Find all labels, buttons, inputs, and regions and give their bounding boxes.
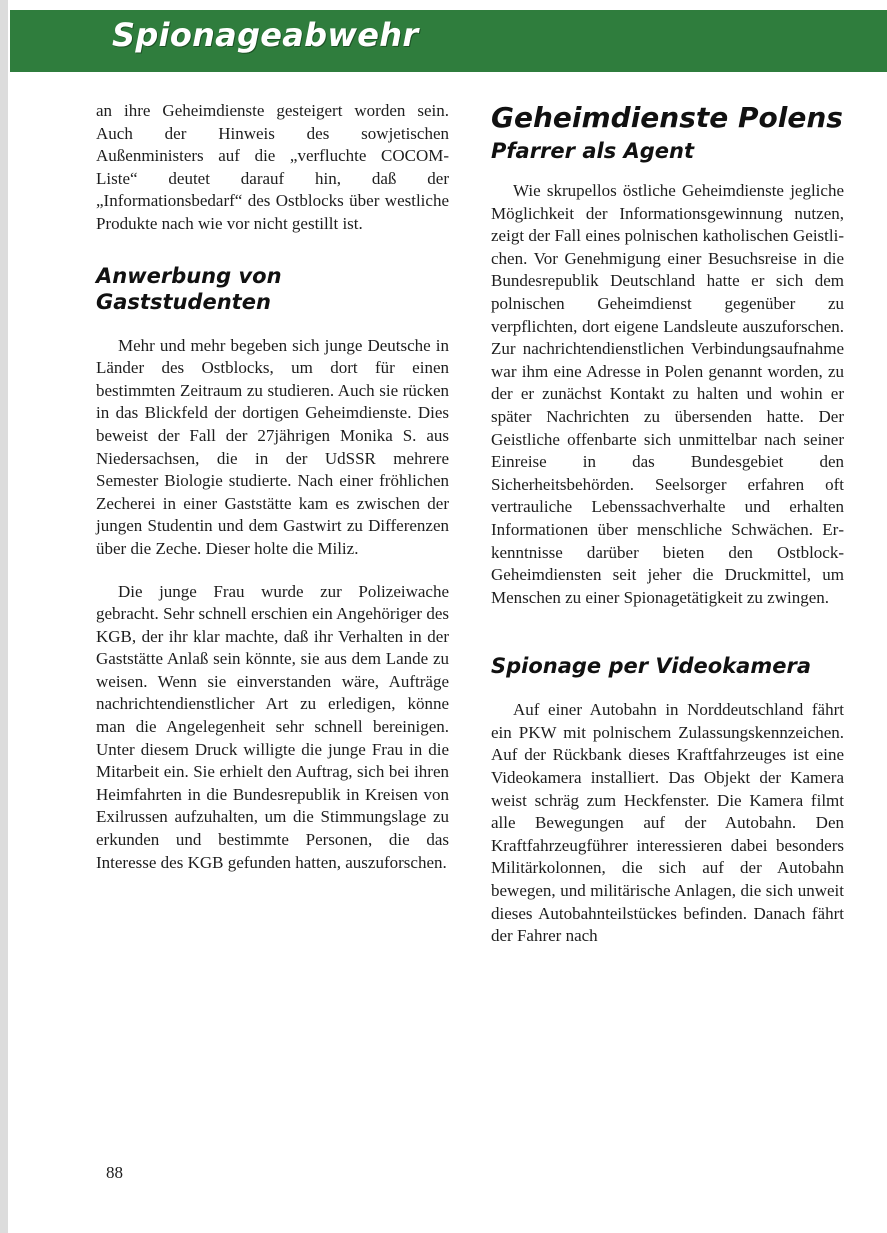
body-paragraph: Die junge Frau wurde zur Polizeiwache gebracht. Sehr schnell erschien ein Angehöriger des KGB, der ihr klar machte, daß ihr Verhalten in der Gaststätte Anlaß sein könnte, sie aus dem Lande zu weisen. Wenn sie einverstanden wäre, Aufträge nachrichtendienstlicher Art zu erledigen, könne man die Angelegenheit sehr schnell bereinigen. Unter diesem Druck willigte die junge Frau in die Mitarbeit ein. Sie erhielt den Auftrag, sich bei ihren Heimfahrten in die Bundesrepublik in Kreisen von Exilrussen aufzuhalten, um die Stimmungslage zu erkunden und bestimmte Personen, die das Interesse des KGB gefunden hatten, auszuforschen. xyxy=(96,581,449,872)
left-column xyxy=(96,100,449,874)
article-heading: Geheimdienste Polens xyxy=(491,101,843,134)
page-number: 88 xyxy=(106,1163,123,1182)
section-heading-pfarrer: Pfarrer als Agent xyxy=(491,139,695,163)
section-heading-gaststudenten: Anwerbung von Gaststudenten xyxy=(96,263,282,314)
body-paragraph: Auf einer Autobahn in Norddeutschland fährt ein PKW mit polnischem Zulassungskennzeichen. Auf der Rückbank dieses Kraftfahrzeuges ist eine Videokamera installiert. Das Objekt der Kamera weist schräg zum Heckfenster. Die Kamera filmt alle Bewegungen auf der Autobahn. Den Kraftfahrzeugführer interessieren dabei besonders Militärkolonnen, die sich auf der Autobahn bewegen, und militärische Anlagen, die sich unweit dieses Autobahnteilstückes befinden. Danach fährt der Fahrer nach xyxy=(491,700,844,946)
page-edge-shadow xyxy=(0,0,8,1233)
chapter-title: Spionageabwehr xyxy=(112,16,419,54)
body-paragraph: Wie skrupellos östliche Geheimdienste jegliche Möglichkeit der Informationsgewinnung nutzen, zeigt der Fall eines polnischen katholischen Geistlichen. Vor Genehmigung einer Besuchsreise in die Bundesrepublik Deutschland hatte er sich dem polnischen Geheimdienst gegenüber zu verpflichten, dort eigene Landsleute auszuforschen. Zur nachrichtendienstlichen Verbindungsaufnahme war ihm eine Adresse in Polen genannt worden, zu der er zunächst Kontakt zu halten und wohin er später Nachrichten zu übersenden hatte. Der Geistliche offenbarte sich unmittelbar nach seiner Einreise in das Bundesgebiet den Sicherheitsbehörden. Seelsorger erfahren oft vertrauliche Lebenssachverhalte und erhalten Informationen über menschliche Schwächen. Erkenntnisse darüber bieten den Ostblock-Geheimdiensten seit jeher die Druckmittel, um Menschen zu einer Spionagetätigkeit zu zwingen. xyxy=(491,181,844,607)
chapter-header-bar xyxy=(10,10,887,72)
body-paragraph: Mehr und mehr begeben sich junge Deutsche in Länder des Ostblocks, um dort für einen bestimmten Zeitraum zu studieren. Auch sie rücken in das Blickfeld der dortigen Geheimdienste. Dies beweist der Fall der 27jährigen Monika S. aus Niedersachsen, die in der UdSSR mehrere Semester Biologie studierte. Nach einer fröhlichen Zecherei in einer Gaststätte kam es zwischen der jungen Studentin und dem Gastwirt zu Differenzen über die Zeche. Dieser holte die Miliz. xyxy=(96,335,449,558)
right-column xyxy=(491,100,844,948)
section-heading-videokamera: Spionage per Videokamera xyxy=(491,654,812,679)
intro-paragraph: an ihre Geheimdienste gesteigert worden sein. Auch der Hinweis des sowjetischen Außenministers auf die „verfluchte COCOM-Liste“ deutet darauf hin, daß der „Informationsbedarf“ des Ostblocks über westliche Produkte nach wie vor nicht gestillt ist. xyxy=(96,101,449,233)
